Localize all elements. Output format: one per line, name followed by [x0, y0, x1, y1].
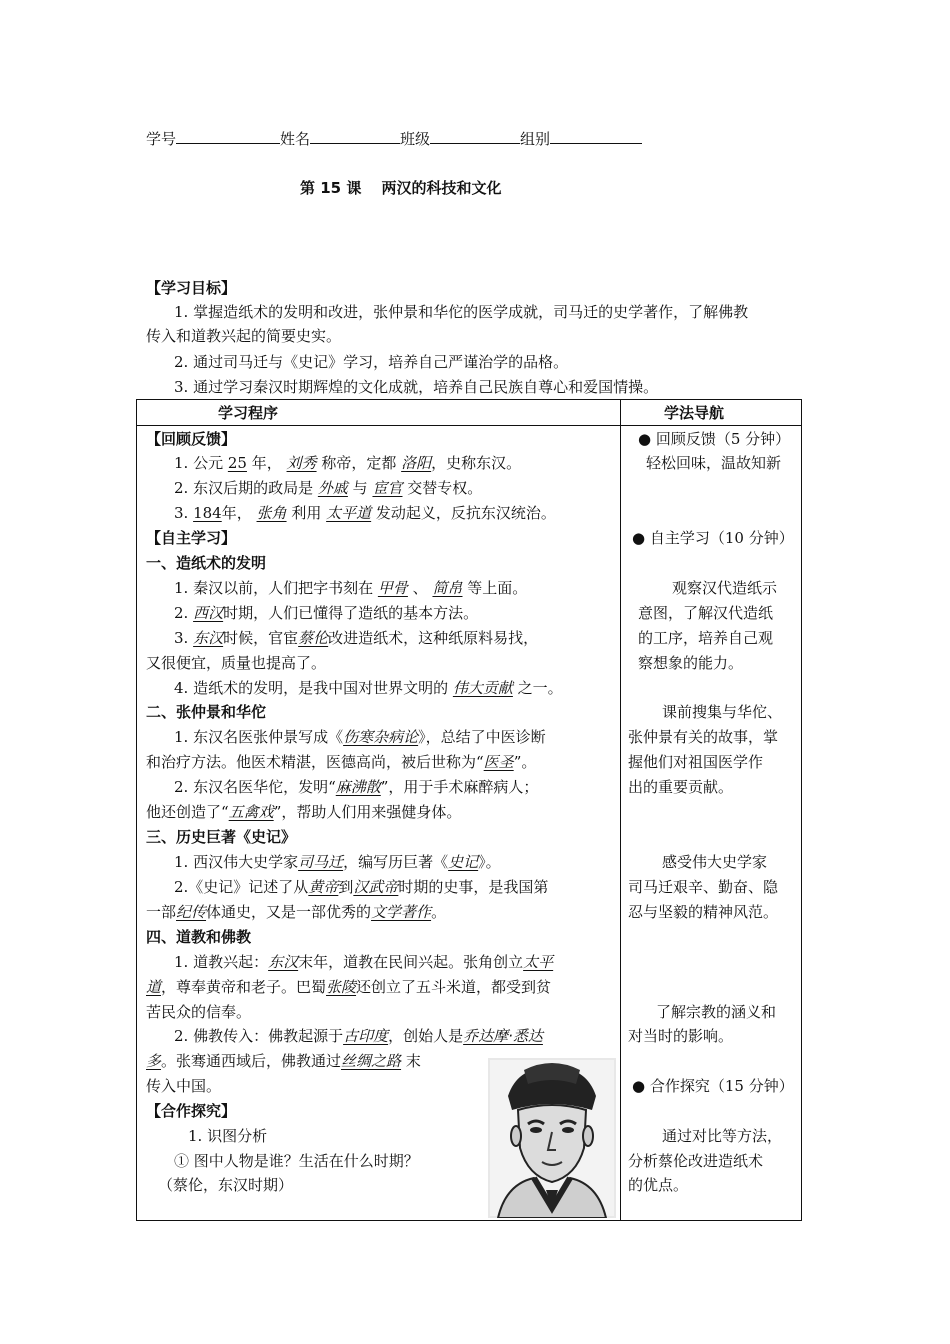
- guide-medicine-4: 出的重要贡献。: [628, 778, 734, 796]
- guide-medicine-2: 张仲景有关的故事，掌: [628, 728, 779, 746]
- s2-line-2: 2. 东汉名医华佗，发明“麻沸散”，用于手术麻醉病人；: [174, 778, 539, 796]
- objective-2: 2. 通过司马迁与《史记》学习，培养自己严谨治学的品格。: [174, 353, 569, 371]
- section-2-title: 二、张仲景和华佗: [146, 703, 267, 721]
- s4-line-1b: 道，尊奉黄帝和老子。巴蜀张陵还创立了五斗米道，都受到贫: [146, 978, 552, 996]
- table-border-header: [136, 425, 802, 426]
- s1-line-2: 2. 西汉时期，人们已懂得了造纸的基本方法。: [174, 604, 479, 622]
- label-student-id: 学号: [146, 130, 177, 148]
- guide-review-text: 轻松回味，温故知新: [646, 454, 782, 472]
- table-border-mid: [620, 399, 621, 1221]
- student-info-line: [146, 128, 642, 149]
- col-header-guide: 学法导航: [664, 404, 725, 422]
- table-border-left: [136, 399, 137, 1221]
- coop-answer: （蔡伦，东汉时期）: [158, 1176, 294, 1194]
- s3-line-2: 2.《史记》记述了从黄帝到汉武帝时期的史事，是我国第: [174, 878, 549, 896]
- guide-paper-4: 察想象的能力。: [638, 654, 744, 672]
- student-id-field[interactable]: [176, 129, 280, 144]
- name-field[interactable]: [310, 129, 400, 144]
- class-field[interactable]: [430, 129, 520, 144]
- objectives-heading: 【学习目标】: [146, 279, 237, 297]
- s1-line-4: 4. 造纸术的发明，是我中国对世界文明的 伟大贡献 之一。: [174, 679, 563, 697]
- objective-1-cont: 传入和道教兴起的简要史实。: [146, 327, 342, 345]
- section-4-title: 四、道教和佛教: [146, 928, 252, 946]
- guide-selfstudy-bullet: ● 自主学习（10 分钟）: [632, 529, 794, 547]
- section-1-title: 一、造纸术的发明: [146, 554, 267, 572]
- guide-religion-2: 对当时的影响。: [628, 1027, 734, 1045]
- s3-line-2b: 一部纪传体通史，又是一部优秀的文学著作。: [146, 903, 447, 921]
- section-3-title: 三、历史巨著《史记》: [146, 828, 297, 846]
- guide-paper-1: 观察汉代造纸示: [672, 579, 778, 597]
- review-heading: 【回顾反馈】: [146, 430, 237, 448]
- s3-line-1: 1. 西汉伟大史学家司马迁，编写历巨著《史记》。: [174, 853, 501, 871]
- coop-heading: 【合作探究】: [146, 1102, 237, 1120]
- label-group: 组别: [520, 130, 551, 148]
- cai-lun-portrait: [488, 1058, 616, 1218]
- s4-line-2: 2. 佛教传入：佛教起源于古印度，创始人是乔达摩·悉达: [174, 1027, 543, 1045]
- guide-shiji-1: 感受伟大史学家: [662, 853, 768, 871]
- guide-coop-1: 通过对比等方法，: [662, 1127, 783, 1145]
- guide-shiji-3: 忍与坚毅的精神风范。: [628, 903, 779, 921]
- page-title: 第 15 课 两汉的科技和文化: [300, 179, 502, 197]
- table-border-bottom: [136, 1220, 802, 1221]
- guide-religion-1: 了解宗教的涵义和: [656, 1003, 777, 1021]
- s1-line-1: 1. 秦汉以前，人们把字书刻在 甲骨 、 简帛 等上面。: [174, 579, 528, 597]
- col-header-procedure: 学习程序: [218, 404, 279, 422]
- guide-coop-3: 的优点。: [628, 1176, 689, 1194]
- guide-medicine-3: 握他们对祖国医学作: [628, 753, 764, 771]
- objective-3: 3. 通过学习秦汉时期辉煌的文化成就，培养自己民族自尊心和爱国情操。: [174, 378, 659, 396]
- table-border-top: [136, 399, 802, 400]
- guide-review-bullet: ● 回顾反馈（5 分钟）: [638, 430, 791, 448]
- self-study-heading: 【自主学习】: [146, 529, 237, 547]
- s2-line-1b: 和治疗方法。他医术精湛，医德高尚，被后世称为“医圣”。: [146, 753, 537, 771]
- s1-line-3: 3. 东汉时候，官宦蔡伦改进造纸术，这种纸原料易找，: [174, 629, 539, 647]
- guide-coop-2: 分析蔡伦改进造纸术: [628, 1152, 764, 1170]
- s4-line-2c: 传入中国。: [146, 1077, 222, 1095]
- s2-line-1: 1. 东汉名医张仲景写成《伤寒杂病论》，总结了中医诊断: [174, 728, 546, 746]
- objective-1: 1. 掌握造纸术的发明和改进，张仲景和华佗的医学成就，司马迁的史学著作，了解佛教: [174, 303, 749, 321]
- guide-coop-bullet: ● 合作探究（15 分钟）: [632, 1077, 794, 1095]
- s1-line-3b: 又很便宜，质量也提高了。: [146, 654, 327, 672]
- s4-line-2b: 多。张骞通西域后，佛教通过丝绸之路 末: [146, 1052, 421, 1070]
- guide-paper-2: 意图，了解汉代造纸: [638, 604, 774, 622]
- review-line-1: 1. 公元 25 年， 刘秀 称帝，定都 洛阳，史称东汉。: [174, 454, 522, 472]
- label-class: 班级: [400, 130, 431, 148]
- guide-paper-3: 的工序，培养自己观: [638, 629, 774, 647]
- label-name: 姓名: [280, 130, 311, 148]
- coop-line-2: ① 图中人物是谁？生活在什么时期？: [174, 1152, 419, 1170]
- review-line-2: 2. 东汉后期的政局是 外戚 与 宦官 交替专权。: [174, 479, 483, 497]
- coop-line-1: 1. 识图分析: [188, 1127, 268, 1145]
- review-line-3: 3. 184年， 张角 利用 太平道 发动起义，反抗东汉统治。: [174, 504, 556, 522]
- s2-line-2b: 他还创造了“五禽戏”，帮助人们用来强健身体。: [146, 803, 462, 821]
- s4-line-1c: 苦民众的信奉。: [146, 1003, 252, 1021]
- guide-medicine-1: 课前搜集与华佗、: [662, 703, 783, 721]
- s4-line-1: 1. 道教兴起：东汉末年，道教在民间兴起。张角创立太平: [174, 953, 554, 971]
- guide-shiji-2: 司马迁艰辛、勤奋、隐: [628, 878, 779, 896]
- group-field[interactable]: [550, 129, 642, 144]
